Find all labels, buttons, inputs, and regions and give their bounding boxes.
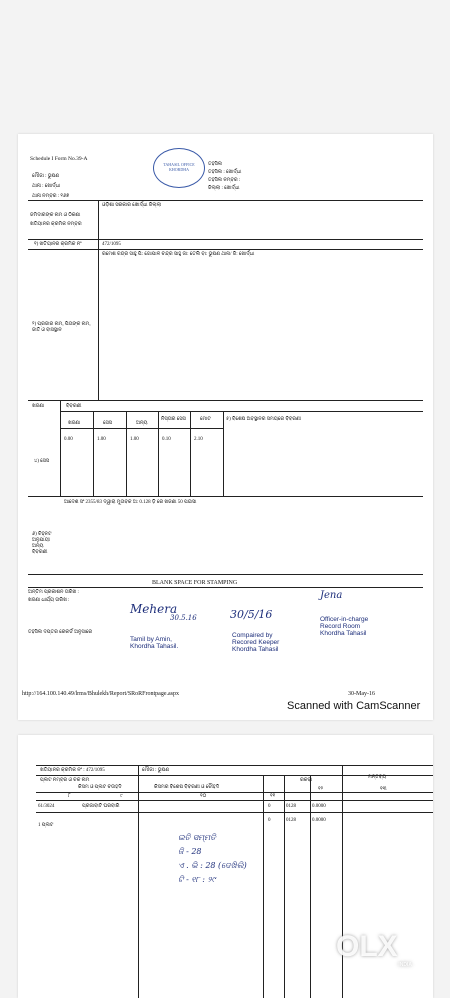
khatiyan-label: ଖତିୟାନର କ୍ରମିକ ନମ୍ବର: [30, 222, 82, 227]
schedule-title: Schedule I Form No.39-A: [30, 156, 88, 162]
rent-value-4: 0.10: [162, 437, 171, 442]
handwritten-line-4: ଟି - ୧୮ : ୨୯: [178, 875, 216, 884]
p2-total-hec: 0.0000: [312, 818, 326, 823]
remarks-label: ୬) ଚିହ୍ନଟ ଅନୁଯାୟୀ ଅନ୍ୟ ବିବରଣୀ: [32, 532, 52, 555]
record-page-1: [18, 134, 433, 720]
p2-row-plot: 61/3024: [38, 804, 55, 809]
p2-header-area: ରକବା: [300, 778, 313, 783]
special-label: ୫) ବିଶେଷ ଅବସ୍ଥାନର ସମୟରେ ବିବରଣୀ: [226, 417, 301, 422]
handwritten-line-2: ଜି - 28: [178, 847, 202, 856]
signature-amin: Mehera: [130, 602, 178, 616]
rent-value-1: 0.00: [64, 437, 73, 442]
rent-header-2: ସେସ: [103, 421, 113, 426]
olx-watermark: OLX INDIA: [336, 930, 412, 968]
p2-total-acre: 0: [268, 818, 271, 823]
final-pub-label: ଅନ୍ତିମ ପ୍ରକାଶନ ତାରିଖ :: [28, 590, 79, 595]
owner-label: ଜମିଦାରଙ୍କ ନାମ ଓ ଠିକଣା: [30, 213, 81, 218]
tahasil-seal: TAHASIL OFFICE KHORDHA: [153, 148, 205, 188]
p2-header-plot: ପ୍ଲଟ ନମ୍ବର ଓ ଚକ ନାମ: [40, 778, 90, 783]
p2-col-9: ୯: [120, 794, 123, 799]
rent-heading: ଖଜଣା: [32, 404, 45, 409]
header-left-1: ମୌଜା : ଭୁଷଣ: [32, 174, 60, 179]
signature-officer: Jena: [320, 590, 343, 601]
p2-col-12: ୧୨: [318, 787, 324, 792]
p2-total-label: 1 ପ୍ଲଟ: [38, 823, 54, 828]
rent-header-1: ଖଜଣା: [68, 421, 81, 426]
tenant-label: ୨) ପ୍ରଜାର ନାମ, ପିତାଙ୍କ ନାମ, ଜାତି ଓ ବାସସ୍ଥାନ: [32, 322, 91, 333]
stamp-keeper: Compaired by Recored Keeper Khordha Tahasil: [232, 632, 280, 653]
header-right-3: ତହସିଲ ନମ୍ବର :: [208, 178, 241, 183]
p2-header-class: କିସମ ଓ ପ୍ଲଟ ଚଉହଦି: [78, 785, 122, 790]
p2-col-11: ୧୧: [270, 794, 276, 799]
p2-header-remarks: ମନ୍ତବ୍ୟ: [368, 775, 387, 780]
signature-keeper: 30/5/16: [230, 608, 273, 621]
khata-value: 472/1095: [102, 242, 121, 247]
p2-col-10: ୧୦: [200, 794, 207, 799]
header-left-3: ଥାନା ନମ୍ବର : ୧୬୭: [32, 194, 70, 199]
p2-row-acre: 0: [268, 804, 271, 809]
p2-row-hec: 0.0000: [312, 804, 326, 809]
header-right-1: ତହସିଲ: [208, 162, 223, 167]
p2-header-detail: କିସମର ବିଶେଷ ବିବରଣୀ ଓ ଚୌହଦି: [154, 785, 220, 790]
p2-row-class: ପ୍ରଜାବାଟି ଘରବାରି: [82, 804, 120, 809]
print-date: 30-May-16: [348, 691, 375, 697]
owner-value: ଓଡ଼ିଶା ସରକାର ଖୋର୍ଦ୍ଧା ଜିଲ୍ଲା: [102, 203, 162, 208]
remarks-value: ଆଦେଶ ସଂ 2355/83 ଦ୍ୱାରା ମୁତାବକ ଅ: 0.128 ଡ଼ି ରେ ଖଜଣା 50 ପଇସା: [64, 500, 197, 505]
p2-row-dec: 0128: [286, 804, 296, 809]
handwritten-line-3: ଏ . ଭି : 28 (ଦେଖିଲି): [178, 861, 247, 870]
rent-row-label: ୪) ସେସ: [34, 459, 50, 464]
stamp-officer: Officer-in-charge Record Room Khordha Tahasil: [320, 616, 369, 637]
p2-col-13: ୧୩: [380, 787, 387, 792]
p2-mouza: ମୌଜା : ଭୁଷଣ: [142, 768, 170, 773]
handwritten-line-1: ଇତି ସମ୍ମତି: [178, 833, 216, 842]
header-right-4: ଜିଲ୍ଲା : ଖୋର୍ଦ୍ଧା: [208, 186, 240, 191]
rent-value-2: 1.00: [97, 437, 106, 442]
header-right-2: ତହସିଲ : ଖୋର୍ଦ୍ଧା: [208, 170, 242, 175]
source-url: http://164.100.140.49/lrms/Bhulekh/Report/SRoRFrontpage.aspx: [22, 691, 179, 697]
rent-sub: ବିବରଣୀ: [66, 404, 82, 409]
p2-col-8: ୮: [68, 794, 71, 799]
rent-header-4: ନିସ୍ତାର ସେସ: [161, 417, 186, 422]
rent-date-label: ଖଜଣା ଧାର୍ଯ୍ୟ ତାରିଖ :: [28, 598, 70, 603]
rent-value-5: 2.10: [194, 437, 203, 442]
p2-khata-label: ଖତିୟାନର କ୍ରମିକ ନଂ : 472/1095: [40, 768, 105, 773]
bottom-note: ତହସିଲ ଦପ୍ତର ରେକର୍ଡ ଅନୁସାରେ: [28, 630, 93, 635]
rent-header-3: ଅନ୍ୟ: [136, 421, 148, 426]
camscanner-label: Scanned with CamScanner: [287, 700, 421, 712]
p2-total-dec: 0128: [286, 818, 296, 823]
tenant-value: ରମେଶ ଚନ୍ଦ୍ର ସାହୁ ପି: ଗୋପାଳ ଚନ୍ଦ୍ର ସାହୁ ଜା: ତେଲି ବା: ଭୁଷଣ ଥାନା/ ଜି: ଖୋର୍ଦ୍ଧା: [102, 252, 255, 257]
stamp-amin: Tamil by Amin, Khordha Tahasil.: [130, 636, 179, 650]
rent-value-3: 1.00: [130, 437, 139, 442]
khata-label: ୧) ଖତିୟାନର କ୍ରମିକ ନଂ: [34, 242, 82, 247]
rent-header-5: ମୋଟ: [200, 417, 211, 422]
header-left-2: ଥାନା : ଖୋର୍ଦ୍ଧା: [32, 184, 61, 189]
blank-space-label: BLANK SPACE FOR STAMPING: [152, 580, 238, 586]
signature-amin-date: 30.5.16: [170, 614, 197, 622]
